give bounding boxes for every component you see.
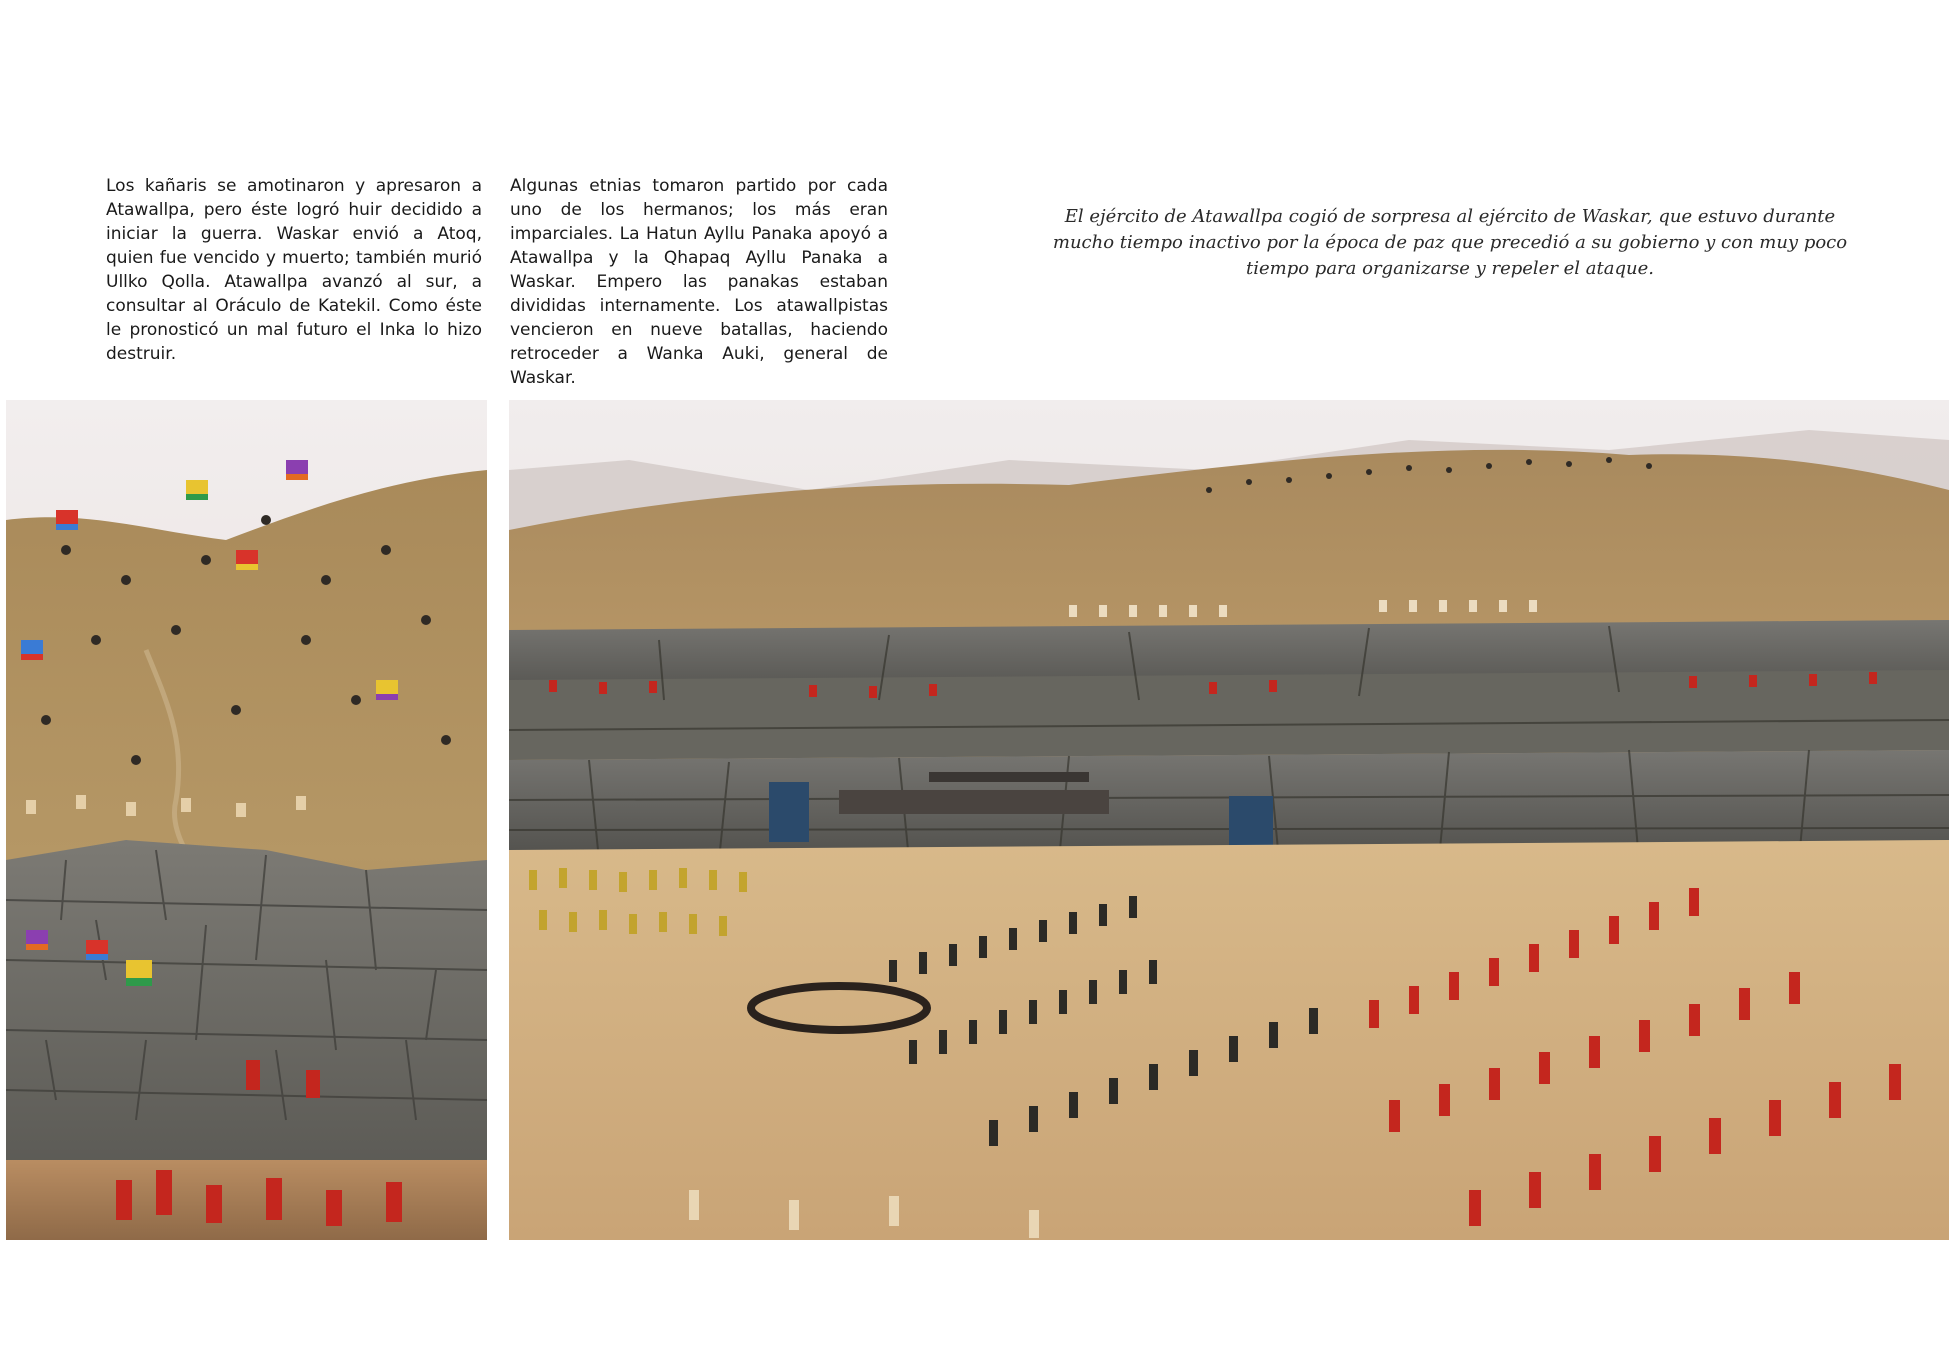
photo-caption: El ejército de Atawallpa cogió de sorpresa al ejército de Waskar, que estuvo durante mucho tiempo inactivo por la época de paz que precedió a su gobierno y con muy poco tiempo para organizarse y repeler el ataque. (1052, 206, 1848, 279)
photo-hillside-flag-bearers (6, 400, 487, 1240)
body-text-column-1: Los kañaris se amotinaron y apresaron a Atawallpa, pero éste logró huir decidido a iniciar la guerra. Waskar envió a Atoq, quien fue vencido y muerto; también murió Ullko Qolla. Atawallpa avanzó al sur, a consultar al Oráculo de Katekil. Como éste le pronosticó un mal futuro el Inka lo hizo destruir. (106, 176, 482, 364)
body-text-column-2: Algunas etnias tomaron partido por cada uno de los hermanos; los más eran imparciales. La Hatun Ayllu Panaka apoyó a Atawallpa y la Qhapaq Ayllu Panaka a Waskar. Empero las panakas estaban divididas internamente. Los atawallpistas vencieron en nueve batallas, haciendo retroceder a Wanka Auki, general de Waskar. (510, 176, 888, 388)
plaza-photo-illustration (509, 400, 1949, 1240)
photo-plaza-ceremony-army (509, 400, 1949, 1240)
hillside-photo-illustration (6, 400, 487, 1240)
